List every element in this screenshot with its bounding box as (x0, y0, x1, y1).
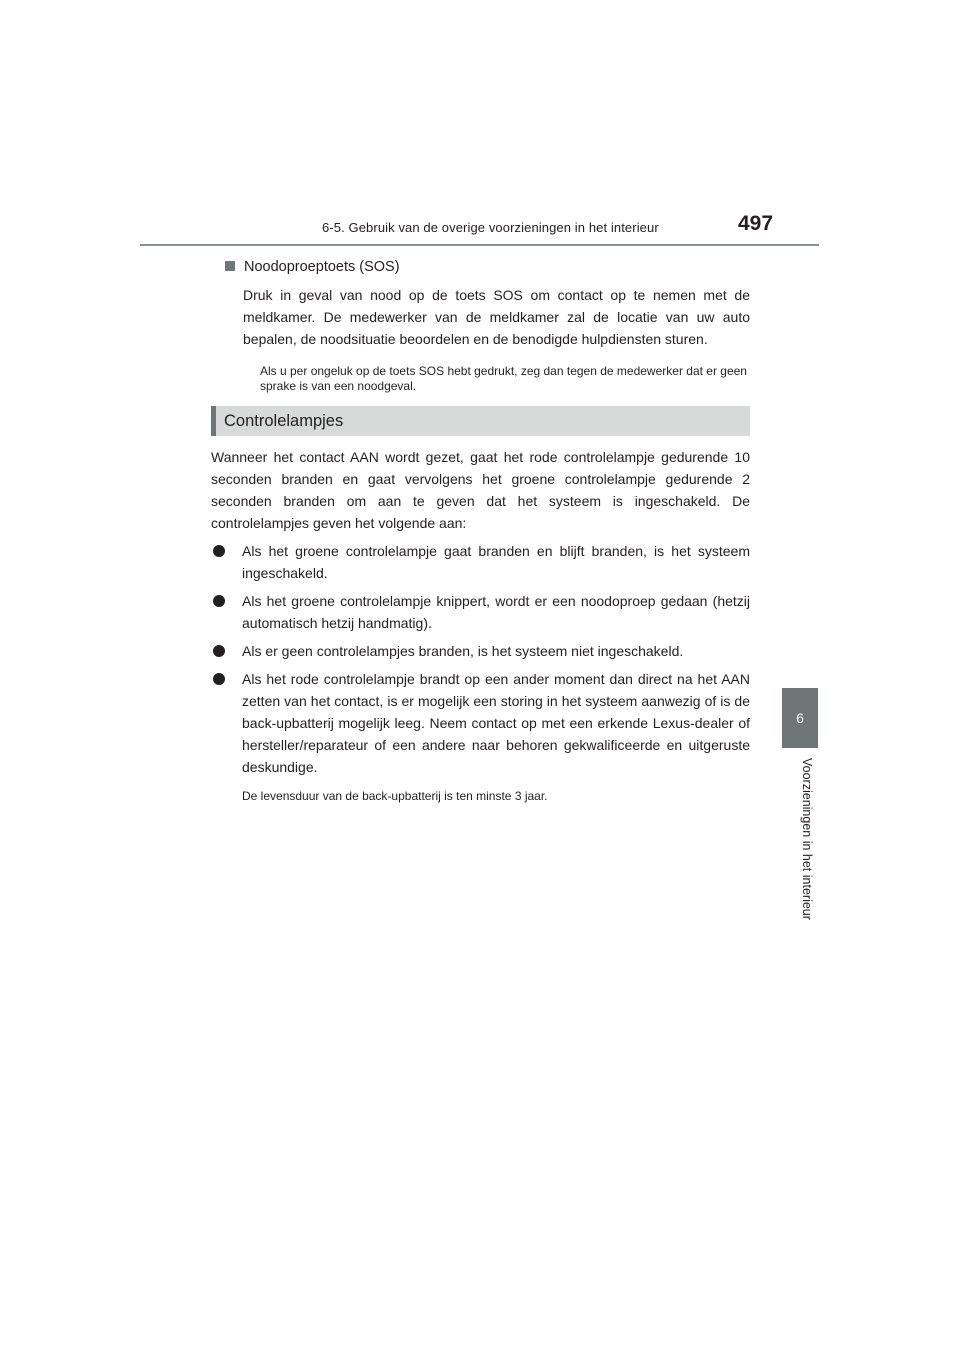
bullet-dot-icon (213, 595, 225, 607)
battery-footnote: De levensduur van de back-upbatterij is ten minste 3 jaar. (242, 789, 548, 803)
list-item (211, 668, 750, 778)
list-item-text: Als het rode controlelampje brandt op een ander moment dan direct na het AAN zetten van het contact, is er mogelijk een storing in het systeem aanwezig of is de back-upbatterij mogelijk leeg. Neem contact op met een erkende Lexus-dealer of hersteller/reparateur of een andere naar behoren gekwalificeerde en uitgeruste deskundige. (242, 671, 750, 775)
header-divider (140, 244, 819, 246)
sos-heading (224, 256, 750, 278)
list-item (211, 590, 750, 634)
sos-body: Druk in geval van nood op de toets SOS om contact op te nemen met de meldkamer. De medewerker van de meldkamer zal de locatie van uw auto bepalen, de noodsituatie beoordelen en de benodigde hulpdiensten sturen. (243, 287, 750, 347)
bullet-dot-icon (213, 545, 225, 557)
list-item-text: Als er geen controlelampjes branden, is het systeem niet ingeschakeld. (242, 643, 684, 659)
list-item (211, 540, 750, 584)
running-header-section: 6-5. Gebruik van de overige voorzieningen in het interieur (322, 220, 659, 235)
chapter-label: Voorzieningen in het interieur (800, 758, 814, 920)
controls-intro: Wanneer het contact AAN wordt gezet, gaat het rode controlelampje gedurende 10 seconden branden en gaat vervolgens het groene controlelampje gedurende 2 seconden branden om aan te geven dat het systeem is ingeschakeld. De controlelampjes geven het volgende aan: (211, 449, 750, 531)
page-content (211, 256, 750, 804)
sos-note: Als u per ongeluk op de toets SOS hebt gedrukt, zeg dan tegen de medewerker dat er geen sprake is van een noodgeval. (260, 364, 747, 393)
controls-bullet-list (211, 540, 750, 778)
square-bullet-icon (225, 261, 235, 271)
sos-body-block (243, 284, 750, 350)
controls-section-title: Controlelampjes (224, 412, 344, 430)
page-number: 497 (738, 212, 774, 235)
bullet-dot-icon (213, 673, 225, 685)
controls-section-header (211, 406, 750, 436)
list-item (211, 640, 750, 662)
bullet-dot-icon (213, 645, 225, 657)
sos-heading-text: Noodoproeptoets (SOS) (244, 259, 400, 275)
list-item-text: Als het groene controlelampje gaat branden en blijft branden, is het systeem ingeschakeld. (242, 543, 750, 581)
chapter-tab: 6 (782, 688, 818, 748)
list-item-text: Als het groene controlelampje knippert, wordt er een noodoproep gedaan (hetzij automatisch hetzij handmatig). (242, 593, 750, 631)
